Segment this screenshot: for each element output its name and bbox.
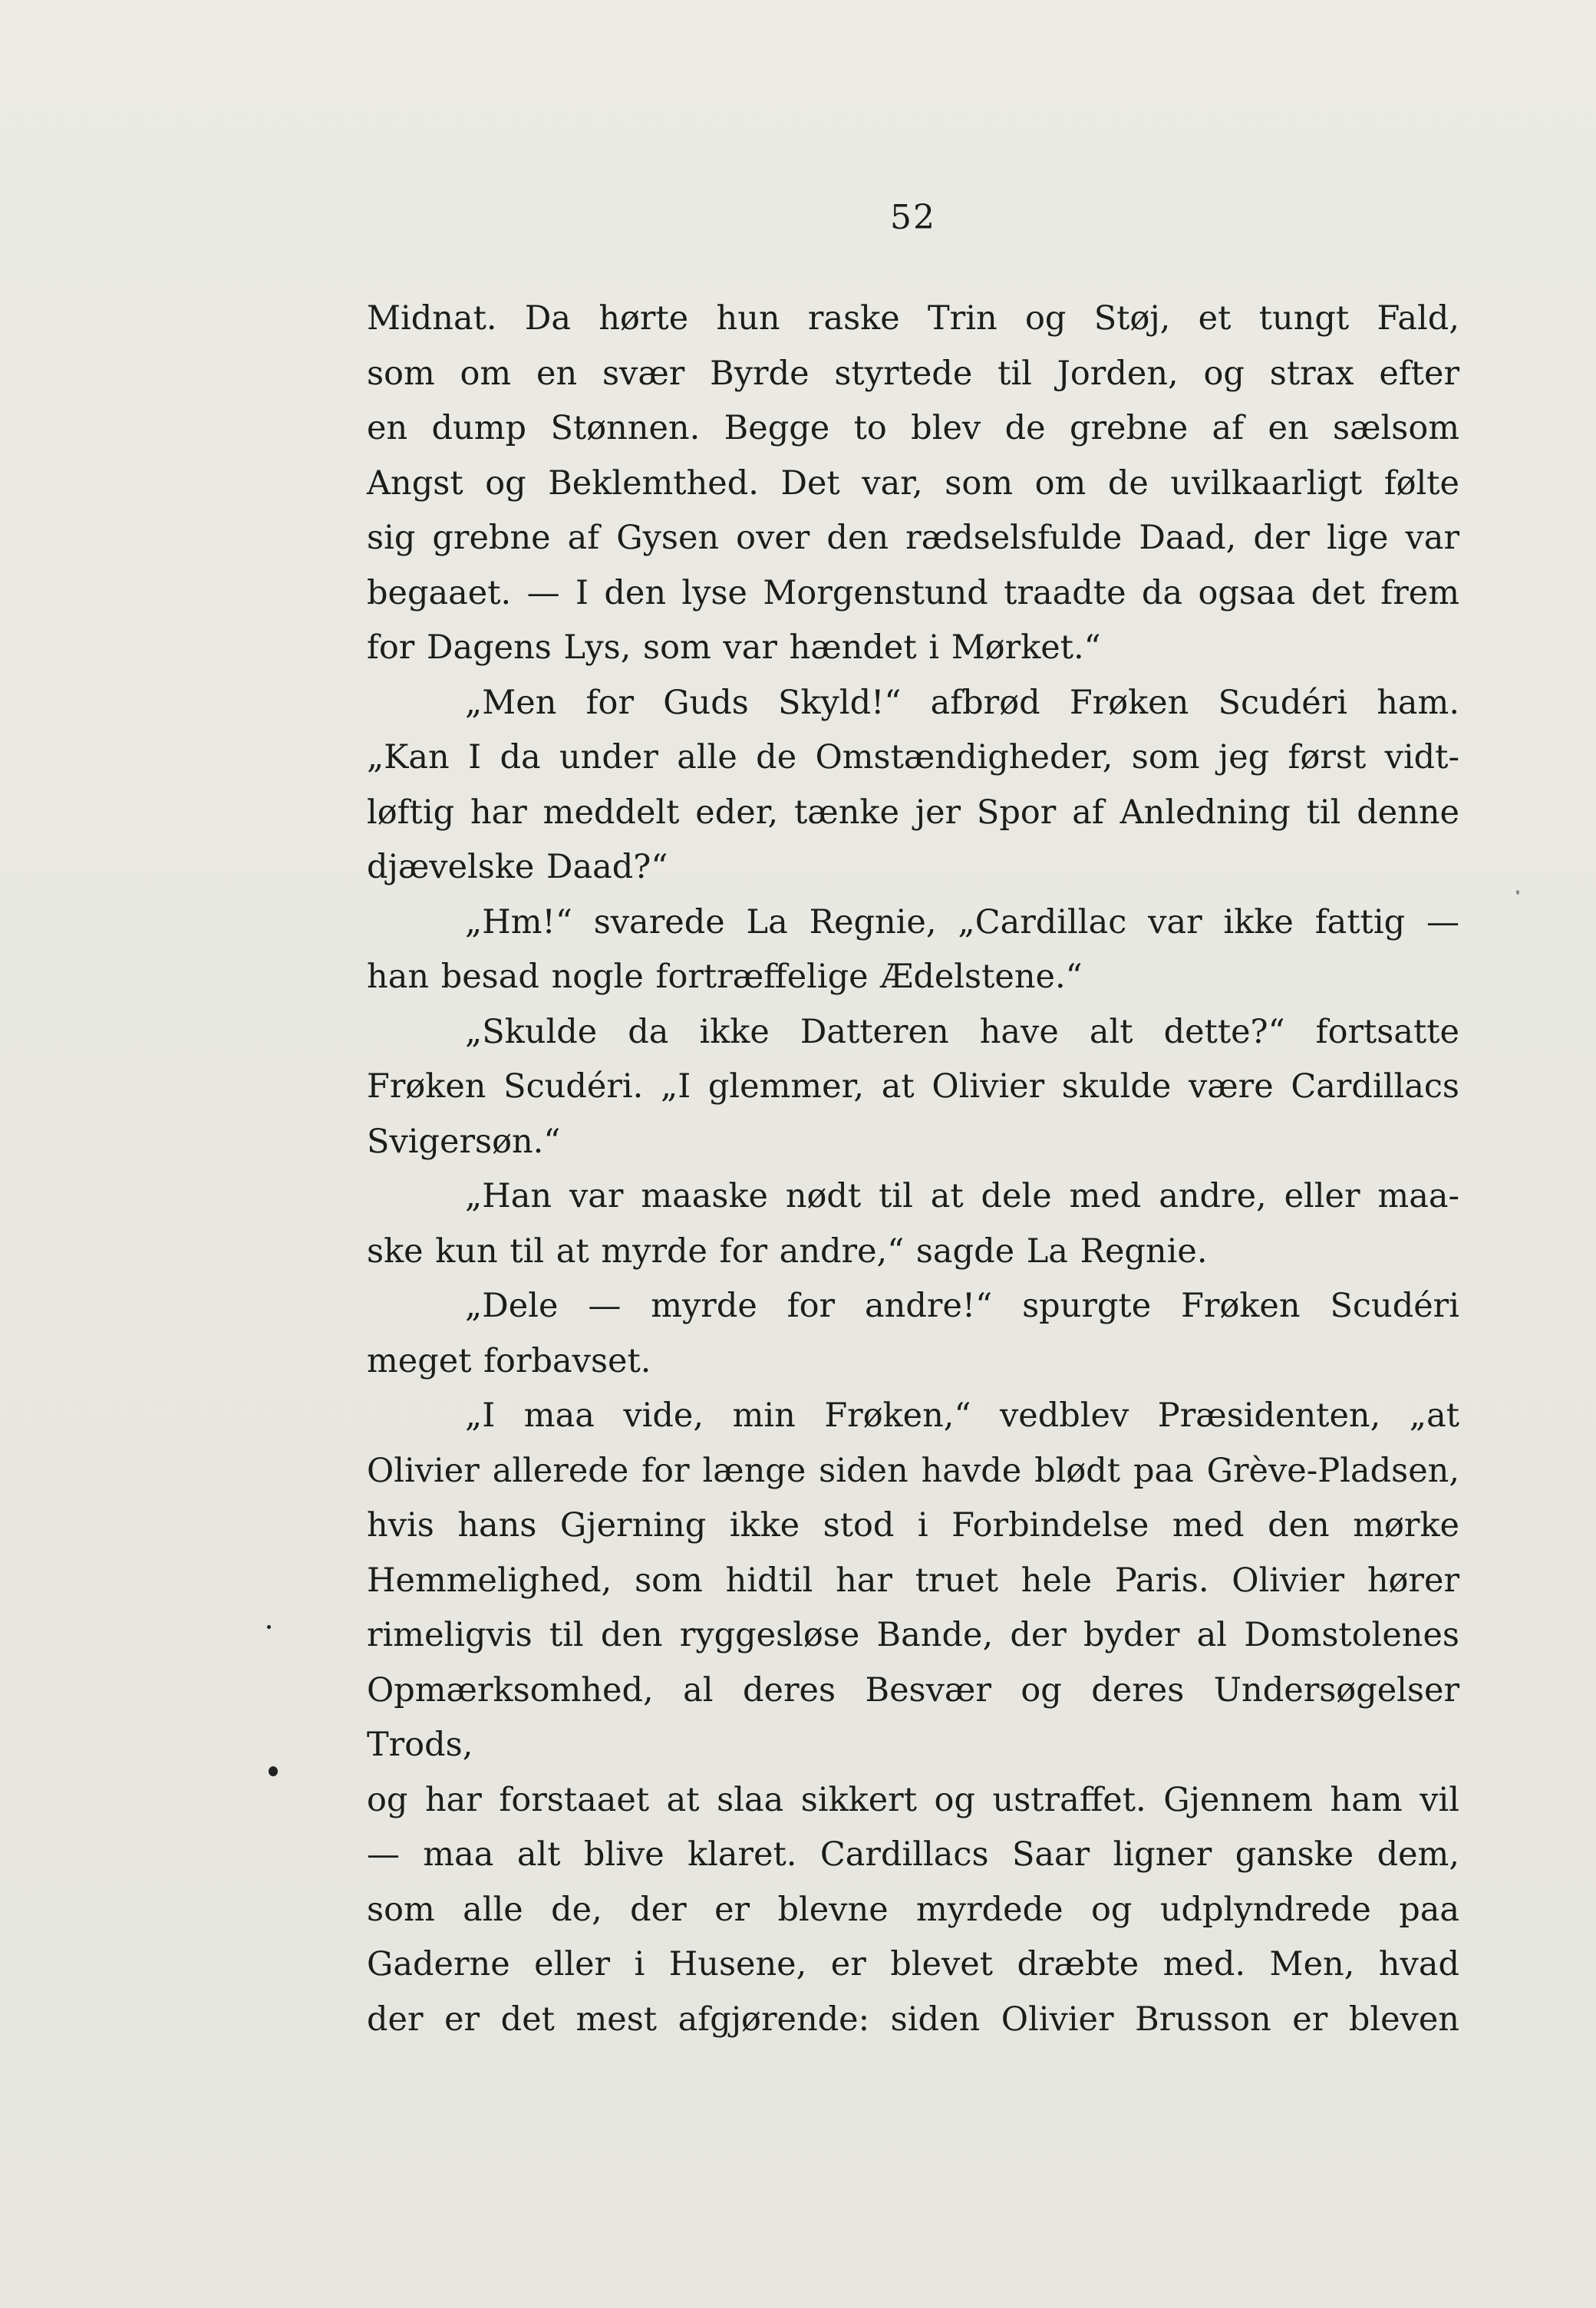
text-line: Hemmelighed, som hidtil har truet hele Paris. Olivier hører xyxy=(367,1561,1459,1600)
text-line: for Dagens Lys, som var hændet i Mørket.“ xyxy=(367,628,1101,667)
text-line: der er det mest afgjørende: siden Olivier Brusson er bleven xyxy=(367,2000,1459,2039)
text-line: „Skulde da ikke Datteren have alt dette?“ fortsatte xyxy=(465,1012,1459,1051)
text-line: „Dele — myrde for andre!“ spurgte Frøken Scudéri xyxy=(465,1287,1459,1325)
text-line: en dump Stønnen. Begge to blev de grebne af en sælsom xyxy=(367,409,1459,447)
text-line: „Kan I da under alle de Omstændigheder, som jeg først vidt- xyxy=(367,738,1459,776)
text-line: Angst og Beklemthed. Det var, som om de uvilkaarligt følte xyxy=(367,463,1459,503)
text-line: „Men for Guds Skyld!“ afbrød Frøken Scudéri ham. xyxy=(465,683,1459,722)
text-line: rimeligvis til den ryggesløse Bande, der byder al Domstolenes xyxy=(367,1616,1459,1654)
text-line: løftig har meddelt eder, tænke jer Spor af Anledning til denne xyxy=(367,793,1459,832)
text-line: som om en svær Byrde styrtede til Jorden, og strax efter xyxy=(367,354,1459,393)
text-line: og har forstaaet at slaa sikkert og ustraffet. Gjennem ham vil xyxy=(367,1780,1459,1819)
text-line: djævelske Daad?“ xyxy=(367,848,668,886)
text-line: „I maa vide, min Frøken,“ vedblev Præsidenten, „at xyxy=(465,1396,1459,1435)
text-line: Svigersøn.“ xyxy=(367,1122,561,1161)
text-line: meget forbavset. xyxy=(367,1341,651,1380)
page-number: 52 xyxy=(890,198,936,237)
text-line: som alle de, der er blevne myrdede og udplyndrede paa xyxy=(367,1890,1459,1929)
ink-speck xyxy=(269,1766,278,1776)
text-line: „Han var maaske nødt til at dele med andre, eller maa- xyxy=(465,1177,1459,1215)
ink-speck xyxy=(1516,890,1519,895)
text-line: Frøken Scudéri. „I glemmer, at Olivier skulde være Cardillacs xyxy=(367,1067,1459,1106)
ink-speck xyxy=(267,1625,271,1629)
text-line: Midnat. Da hørte hun raske Trin og Støj, et tungt Fald, xyxy=(367,299,1459,338)
text-line: Gaderne eller i Husene, er blevet dræbte med. Men, hvad xyxy=(367,1945,1459,1983)
text-line: sig grebne af Gysen over den rædselsfulde Daad, der lige var xyxy=(367,519,1459,557)
text-line: hvis hans Gjerning ikke stod i Forbindelse med den mørke xyxy=(367,1506,1459,1545)
text-line: „Hm!“ svarede La Regnie, „Cardillac var ikke fattig — xyxy=(465,902,1459,941)
body-text xyxy=(367,292,1459,2047)
text-line: ske kun til at myrde for andre,“ sagde La Regnie. xyxy=(367,1231,1208,1271)
text-line: — maa alt blive klaret. Cardillacs Saar ligner ganske dem, xyxy=(367,1835,1459,1874)
text-line: Olivier allerede for længe siden havde blødt paa Grève-Pladsen, xyxy=(367,1451,1459,1490)
text-line: Opmærksomhed, al deres Besvær og deres Undersøgelser Trods, xyxy=(367,1670,1459,1764)
text-line: begaaet. — I den lyse Morgenstund traadte da ogsaa det frem xyxy=(367,573,1459,612)
text-line: han besad nogle fortræffelige Ædelstene.“ xyxy=(367,958,1083,996)
